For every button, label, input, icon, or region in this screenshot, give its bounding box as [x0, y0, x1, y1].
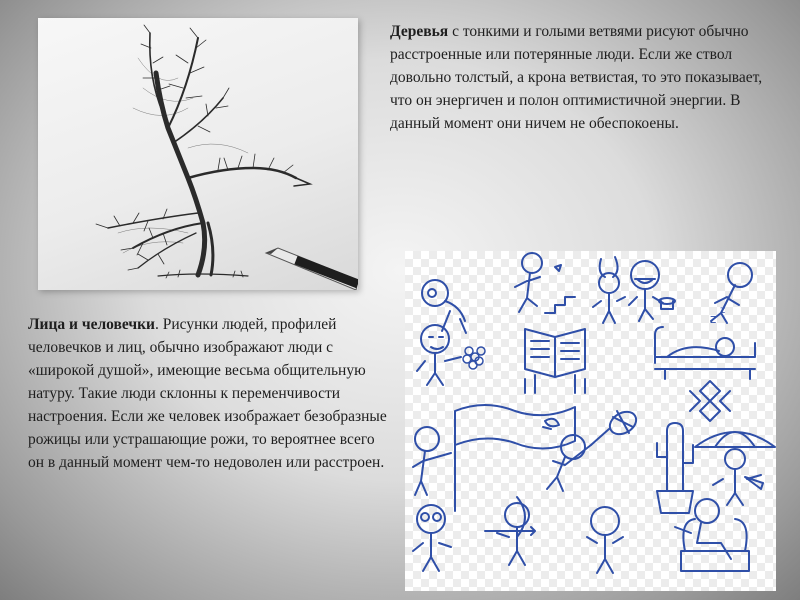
doodle-figures-image	[405, 251, 776, 591]
doodle-ornament	[690, 381, 730, 421]
doodle-man-bow-arrow	[485, 497, 535, 565]
trees-body: с тонкими и голыми ветвями рисуют обычно расстроенные или потерянные люди. Если же ствол довольно толстый, а крона ветвистая, то это показывает, что он энергичен и полон оптимистичной энергии. В данный момент они ничем не обеспокоены.	[390, 23, 763, 132]
tree-bird-illustration	[38, 18, 358, 290]
faces-heading: Лица и человечки	[28, 316, 155, 333]
doodle-man-sombrero	[695, 432, 775, 505]
doodle-man-glasses	[413, 505, 451, 571]
doodle-sad-man	[711, 263, 752, 323]
doodle-figures-illustration	[405, 251, 776, 591]
svg-text:z: z	[720, 305, 726, 316]
doodle-man-armchair	[675, 499, 749, 571]
doodle-bowing-man	[422, 280, 466, 333]
doodle-newspaper-reader	[525, 329, 585, 393]
doodle-man-butterfly-net	[547, 407, 640, 491]
doodle-man-flag	[413, 405, 575, 511]
faces-body: . Рисунки людей, профилей человечков и лиц, обычно изображают люди с «широкой душой», имеющие весьма общительную натуру. Такие люди склонны к переменчивости настроения. Если же человек изображает безобразные рожицы или устрашающие рожи, то вероятнее всего он в данный момент чем-то недоволен или расстроен.	[28, 316, 387, 471]
doodle-man-stairs	[515, 253, 575, 313]
doodle-cactus	[657, 423, 693, 513]
trees-paragraph	[390, 20, 780, 135]
doodle-dragonfly	[543, 419, 559, 429]
doodle-man-grapes	[417, 325, 485, 385]
doodle-grinning-man	[629, 261, 675, 321]
tree-bird-drawing-photo	[38, 18, 358, 290]
doodle-sleeping-man	[655, 305, 755, 379]
faces-paragraph	[28, 313, 388, 474]
svg-text:z: z	[710, 312, 717, 326]
pencil-icon	[266, 248, 358, 290]
trees-heading: Деревья	[390, 23, 449, 40]
doodle-cheering-man	[587, 507, 623, 573]
doodle-bunny	[593, 257, 625, 323]
